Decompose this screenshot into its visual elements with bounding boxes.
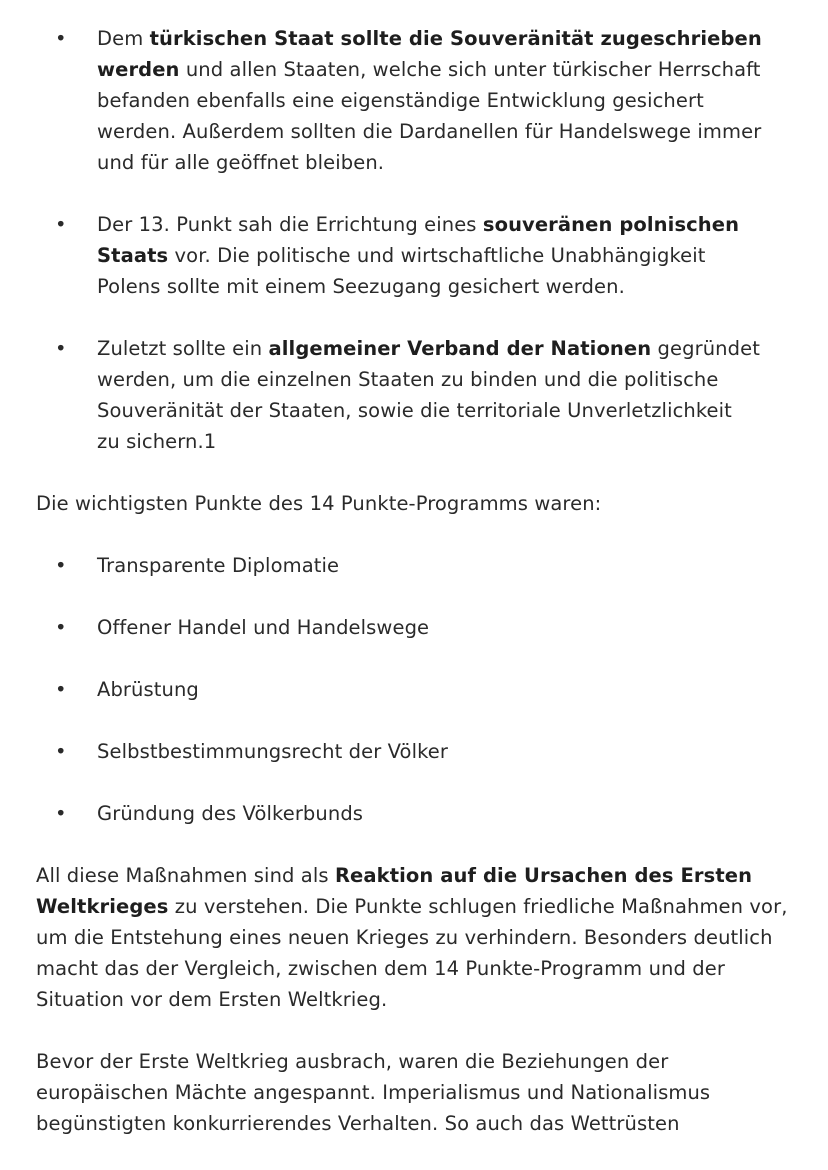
point-item: Gründung des Völkerbunds bbox=[97, 802, 364, 825]
text-line: befanden ebenfalls eine eigenständige Entwicklung gesichert bbox=[97, 89, 704, 112]
bullet-dot: • bbox=[55, 802, 67, 825]
text-line: um die Entstehung eines neuen Krieges zu verhindern. Besonders deutlich bbox=[36, 926, 773, 949]
bold-text: Reaktion auf die Ursachen des Ersten bbox=[334, 864, 753, 887]
text-line: begünstigten konkurrierendes Verhalten. So auch das Wettrüsten bbox=[36, 1112, 680, 1135]
text-line: Zuletzt sollte ein allgemeiner Verband der Nationen gegründet bbox=[97, 337, 760, 360]
text-line: Bevor der Erste Weltkrieg ausbrach, waren die Beziehungen der bbox=[36, 1050, 669, 1073]
bold-text: türkischen Staat sollte die Souveränität zugeschrieben bbox=[149, 27, 762, 50]
text-line: und für alle geöffnet bleiben. bbox=[97, 151, 385, 174]
text-line: Weltkrieges zu verstehen. Die Punkte schlugen friedliche Maßnahmen vor, bbox=[36, 895, 788, 918]
bullet-poland bbox=[97, 209, 797, 302]
bullet-dot: • bbox=[55, 337, 67, 360]
bullet-dot: • bbox=[55, 213, 67, 236]
point-item: Selbstbestimmungsrecht der Völker bbox=[97, 740, 449, 763]
bullet-dot: • bbox=[55, 740, 67, 763]
paragraph-before-war bbox=[36, 1046, 806, 1139]
point-item: Abrüstung bbox=[97, 678, 199, 701]
bullet-turkey bbox=[97, 23, 797, 178]
bold-text: werden bbox=[97, 58, 180, 81]
bullet-dot: • bbox=[55, 678, 67, 701]
bullet-dot: • bbox=[55, 554, 67, 577]
text-line: zu sichern.1 bbox=[97, 430, 217, 453]
bold-text: Staats bbox=[97, 244, 169, 267]
point-item: Offener Handel und Handelswege bbox=[97, 616, 430, 639]
text-line: Polens sollte mit einem Seezugang gesichert werden. bbox=[97, 275, 625, 298]
intro-text: Die wichtigsten Punkte des 14 Punkte-Programms waren: bbox=[36, 492, 602, 515]
bold-text: Weltkrieges bbox=[36, 895, 169, 918]
bullet-league bbox=[97, 333, 797, 457]
text-line: werden. Außerdem sollten die Dardanellen für Handelswege immer bbox=[97, 120, 762, 143]
text-line: All diese Maßnahmen sind als Reaktion auf die Ursachen des Ersten bbox=[36, 864, 753, 887]
paragraph-reaction bbox=[36, 860, 806, 1015]
bullet-dot: • bbox=[55, 27, 67, 50]
text-line: Dem türkischen Staat sollte die Souveränität zugeschrieben bbox=[97, 27, 762, 50]
text-line: werden, um die einzelnen Staaten zu binden und die politische bbox=[97, 368, 719, 391]
bold-text: allgemeiner Verband der Nationen bbox=[268, 337, 652, 360]
bold-text: souveränen polnischen bbox=[482, 213, 740, 236]
text-line: werden und allen Staaten, welche sich unter türkischer Herrschaft bbox=[97, 58, 761, 81]
text-line: macht das der Vergleich, zwischen dem 14 Punkte-Programm und der bbox=[36, 957, 725, 980]
text-line: europäischen Mächte angespannt. Imperialismus und Nationalismus bbox=[36, 1081, 711, 1104]
point-item: Transparente Diplomatie bbox=[97, 554, 340, 577]
bullet-dot: • bbox=[55, 616, 67, 639]
text-line: Situation vor dem Ersten Weltkrieg. bbox=[36, 988, 388, 1011]
text-line: Der 13. Punkt sah die Errichtung eines souveränen polnischen bbox=[97, 213, 740, 236]
text-line: Souveränität der Staaten, sowie die territoriale Unverletzlichkeit bbox=[97, 399, 732, 422]
text-line: Staats vor. Die politische und wirtschaftliche Unabhängigkeit bbox=[97, 244, 706, 267]
